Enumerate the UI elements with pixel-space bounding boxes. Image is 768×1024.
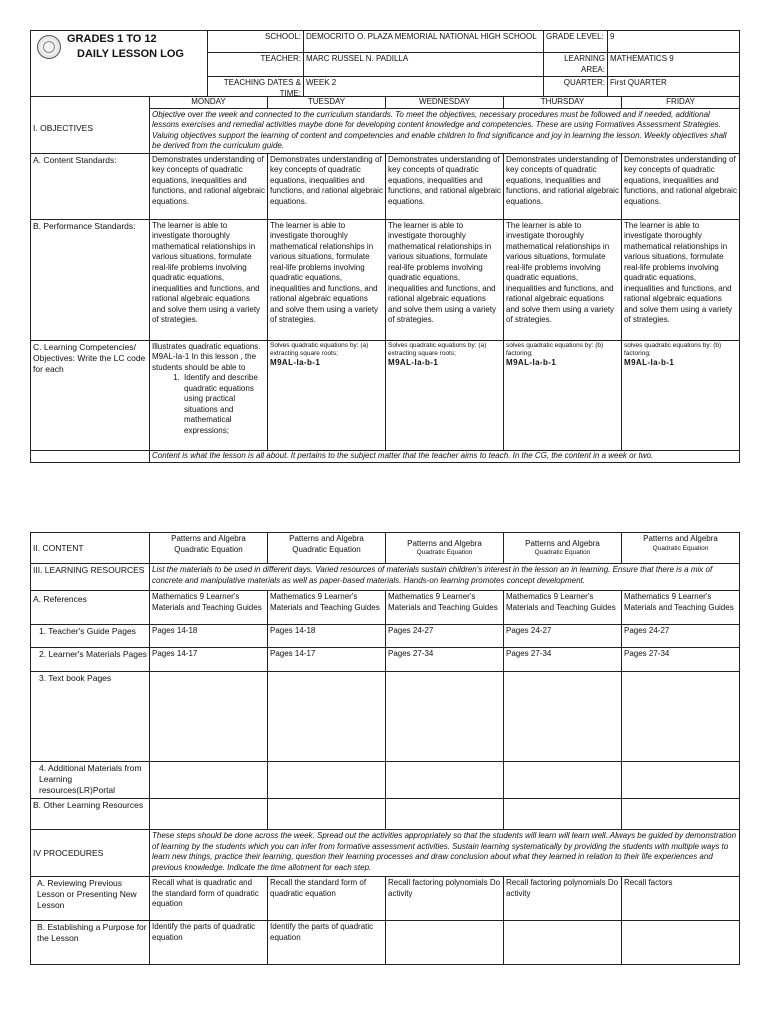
competency-wednesday-code: M9AL-Ia-b-1 <box>388 357 439 367</box>
grade-level-value: 9 <box>608 31 740 53</box>
content-thursday <box>504 533 622 564</box>
competency-monday-line1: Illustrates quadratic equations. <box>152 341 261 351</box>
reviewing-monday: Recall what is quadratic and the standard form of quadratic equation <box>150 877 268 921</box>
additional-materials-label: 4. Additional Materials from Learning resources(LR)Portal <box>31 762 150 799</box>
performance-standards-friday: The learner is able to investigate thoroughly mathematical relationships in various situations, formulate real-life problems involving quadratic equations, inequalities and functions, and rational algebraic equations and solve them using a variety of strategies. <box>622 219 740 340</box>
purpose-label: B. Establishing a Purpose for the Lesson <box>31 921 150 965</box>
teacher-label: TEACHER: <box>208 53 304 77</box>
references-friday: Mathematics 9 Learner's Materials and Teaching Guides <box>622 591 740 625</box>
deped-seal-icon <box>37 35 61 59</box>
content-monday <box>150 533 268 564</box>
content-friday-line1: Patterns and Algebra <box>643 534 718 543</box>
textbook-thursday <box>504 672 622 762</box>
competency-tuesday-code: M9AL-Ia-b-1 <box>270 357 321 367</box>
content-standards-thursday: Demonstrates understanding of key concepts of quadratic equations, inequalities and functions, and rational algebraic equations. <box>504 153 622 219</box>
header-info-table <box>207 31 740 97</box>
teachers-guide-wednesday: Pages 24-27 <box>386 625 504 648</box>
additional-monday <box>150 762 268 799</box>
references-thursday: Mathematics 9 Learner's Materials and Teaching Guides <box>504 591 622 625</box>
references-tuesday: Mathematics 9 Learner's Materials and Teaching Guides <box>268 591 386 625</box>
content-friday <box>622 533 740 564</box>
competency-friday-code: M9AL-Ia-b-1 <box>624 357 675 367</box>
references-monday: Mathematics 9 Learner's Materials and Teaching Guides <box>150 591 268 625</box>
objectives-note: Objective over the week and connected to the curriculum standards. To meet the objectives, necessary procedures must be followed and if needed, additional lessons exercises and remedial activities maybe done for developing content knowledge and competencies. These are using Formatives Assessment Strategies. Valuing objectives support the learning of content and competencies and enable children to find significance and joy in learning the lesson. Weekly objectives shall be derived from the curriculum guide. <box>150 108 740 153</box>
content-standards-friday: Demonstrates understanding of key concepts of quadratic equations, inequalities and functions, and rational algebraic equations. <box>622 153 740 219</box>
textbook-tuesday <box>268 672 386 762</box>
school-label: SCHOOL: <box>208 31 304 53</box>
objectives-label: I. OBJECTIVES <box>31 97 150 154</box>
teachers-guide-label: 1. Teacher's Guide Pages <box>31 625 150 648</box>
purpose-thursday <box>504 921 622 965</box>
performance-standards-wednesday: The learner is able to investigate thoroughly mathematical relationships in various situations, formulate real-life problems involving quadratic equations, inequalities and functions, and rational algebraic equations and solve them using a variety of strategies. <box>386 219 504 340</box>
quarter-label: QUARTER: <box>544 77 608 97</box>
other-tuesday <box>268 799 386 830</box>
competency-wednesday-text: Solves quadratic equations by: (a) extracting square roots; <box>388 341 487 357</box>
content-monday-line2: Quadratic Equation <box>174 544 243 554</box>
textbook-pages-label: 3. Text book Pages <box>31 672 150 762</box>
log-title-grades: GRADES 1 TO 12 <box>67 33 157 45</box>
content-note: Content is what the lesson is all about. It pertains to the subject matter that the teacher aims to teach. In the CG, the content in a week or two. <box>150 450 740 463</box>
competencies-monday <box>150 340 268 450</box>
content-monday-line1: Patterns and Algebra <box>171 534 246 543</box>
reviewing-tuesday: Recall the standard form of quadratic equation <box>268 877 386 921</box>
textbook-wednesday <box>386 672 504 762</box>
learners-materials-label: 2. Learner's Materials Pages <box>31 648 150 672</box>
content-standards-wednesday: Demonstrates understanding of key concepts of quadratic equations, inequalities and functions, and rational algebraic equations. <box>386 153 504 219</box>
teachers-guide-tuesday: Pages 14-18 <box>268 625 386 648</box>
competencies-label: C. Learning Competencies/ Objectives: Write the LC code for each <box>31 340 150 450</box>
learners-materials-tuesday: Pages 14-17 <box>268 648 386 672</box>
learning-resources-label: III. LEARNING RESOURCES <box>31 564 150 591</box>
purpose-monday: Identify the parts of quadratic equation <box>150 921 268 965</box>
content-tuesday-line2: Quadratic Equation <box>292 544 361 554</box>
content-note-spacer <box>31 450 150 463</box>
competencies-tuesday <box>268 340 386 450</box>
additional-friday <box>622 762 740 799</box>
reviewing-friday: Recall factors <box>622 877 740 921</box>
other-thursday <box>504 799 622 830</box>
content-label: II. CONTENT <box>31 533 150 564</box>
day-header-thursday: THURSDAY <box>504 97 622 109</box>
performance-standards-label: B. Performance Standards: <box>31 219 150 340</box>
content-standards-tuesday: Demonstrates understanding of key concepts of quadratic equations, inequalities and functions, and rational algebraic equations. <box>268 153 386 219</box>
content-friday-line2: Quadratic Equation <box>652 544 709 552</box>
teaching-dates-label: TEACHING DATES & TIME: <box>208 77 304 97</box>
other-monday <box>150 799 268 830</box>
additional-thursday <box>504 762 622 799</box>
procedures-label: IV PROCEDURES <box>31 830 150 877</box>
day-header-monday: MONDAY <box>150 97 268 109</box>
performance-standards-tuesday: The learner is able to investigate thoroughly mathematical relationships in various situations, formulate real-life problems involving quadratic equations, inequalities and functions, and rational algebraic equations and solve them using a variety of strategies. <box>268 219 386 340</box>
performance-standards-thursday: The learner is able to investigate thoroughly mathematical relationships in various situations, formulate real-life problems involving quadratic equations, inequalities and functions, and rational algebraic equations and solve them using a variety of strategies. <box>504 219 622 340</box>
teachers-guide-friday: Pages 24-27 <box>622 625 740 648</box>
header-block <box>31 31 740 97</box>
school-value: DEMOCRITO O. PLAZA MEMORIAL NATIONAL HIGH SCHOOL <box>304 31 544 53</box>
references-label: A. References <box>31 591 150 625</box>
learners-materials-friday: Pages 27-34 <box>622 648 740 672</box>
procedures-note: These steps should be done across the week. Spread out the activities appropriately so that the students will learn will learn well. Always be guided by demonstration of learning by the students which you can infer from formative assessment activities. Sustain learning systematically by providing the students with multiple ways to learn new things, practice their learning, question their learning processes and draw conclusion about what they learned in relation to their life experiences and previous knowledge. Indicate the time allotment for each step. <box>150 830 740 877</box>
competency-monday-item: 1. Identify and describe quadratic equations using practical situations and mathematical expressions; <box>182 373 265 436</box>
competency-monday-line2: M9AL-Ia-1 In this lesson , the students should be able to <box>152 352 257 372</box>
teachers-guide-monday: Pages 14-18 <box>150 625 268 648</box>
other-resources-label: B. Other Learning Resources <box>31 799 150 830</box>
performance-standards-monday: The learner is able to investigate thoroughly mathematical relationships in various situations, formulate real-life problems involving quadratic equations, inequalities and functions, and rational algebraic equations and solve them using a variety of strategies. <box>150 219 268 340</box>
lesson-log-bottom-table <box>30 532 740 965</box>
day-header-wednesday: WEDNESDAY <box>386 97 504 109</box>
log-title-daily-lesson-log: DAILY LESSON LOG <box>77 48 184 60</box>
competencies-wednesday <box>386 340 504 450</box>
other-friday <box>622 799 740 830</box>
day-header-tuesday: TUESDAY <box>268 97 386 109</box>
textbook-friday <box>622 672 740 762</box>
other-wednesday <box>386 799 504 830</box>
grade-level-label: GRADE LEVEL: <box>544 31 608 53</box>
content-tuesday <box>268 533 386 564</box>
learning-resources-note: List the materials to be used in different days. Varied resources of materials sustain children's interest in the lesson an in learning. Ensure that there is a mix of concrete and manipulative materials as well as paper-based materials. Hands-on learning promotes concept development. <box>150 564 740 591</box>
reviewing-label: A. Reviewing Previous Lesson or Presenting New Lesson <box>31 877 150 921</box>
learners-materials-thursday: Pages 27-34 <box>504 648 622 672</box>
content-standards-label: A. Content Standards: <box>31 153 150 219</box>
teacher-value: MARC RUSSEL N. PADILLA <box>304 53 544 77</box>
purpose-tuesday: Identify the parts of quadratic equation <box>268 921 386 965</box>
competency-thursday-code: M9AL-Ia-b-1 <box>506 357 557 367</box>
competencies-thursday <box>504 340 622 450</box>
content-wednesday-line2: Quadratic Equation <box>416 549 473 557</box>
content-standards-monday: Demonstrates understanding of key concepts of quadratic equations, inequalities and functions, and rational algebraic equations. <box>150 153 268 219</box>
purpose-wednesday <box>386 921 504 965</box>
competency-tuesday-text: Solves quadratic equations by: (a) extracting square roots; <box>270 341 369 357</box>
reviewing-wednesday: Recall factoring polynomials Do activity <box>386 877 504 921</box>
content-thursday-line2: Quadratic Equation <box>534 549 591 557</box>
teaching-dates-value: WEEK 2 <box>304 77 544 97</box>
content-wednesday <box>386 533 504 564</box>
learning-area-value: MATHEMATICS 9 <box>608 53 740 77</box>
content-wednesday-line1: Patterns and Algebra <box>407 538 482 548</box>
competencies-friday <box>622 340 740 450</box>
teachers-guide-thursday: Pages 24-27 <box>504 625 622 648</box>
learners-materials-monday: Pages 14-17 <box>150 648 268 672</box>
lesson-log-top-table <box>30 30 740 463</box>
competency-friday-text: solves quadratic equations by: (b) factoring; <box>624 341 722 357</box>
day-header-friday: FRIDAY <box>622 97 740 109</box>
content-tuesday-line1: Patterns and Algebra <box>289 534 364 543</box>
learners-materials-wednesday: Pages 27-34 <box>386 648 504 672</box>
purpose-friday <box>622 921 740 965</box>
additional-tuesday <box>268 762 386 799</box>
references-wednesday: Mathematics 9 Learner's Materials and Teaching Guides <box>386 591 504 625</box>
additional-wednesday <box>386 762 504 799</box>
content-thursday-line1: Patterns and Algebra <box>525 538 600 548</box>
learning-area-label: LEARNING AREA: <box>544 53 608 77</box>
quarter-value: First QUARTER <box>608 77 740 97</box>
textbook-monday <box>150 672 268 762</box>
reviewing-thursday: Recall factoring polynomials Do activity <box>504 877 622 921</box>
competency-thursday-text: solves quadratic equations by: (b) factoring; <box>506 341 604 357</box>
